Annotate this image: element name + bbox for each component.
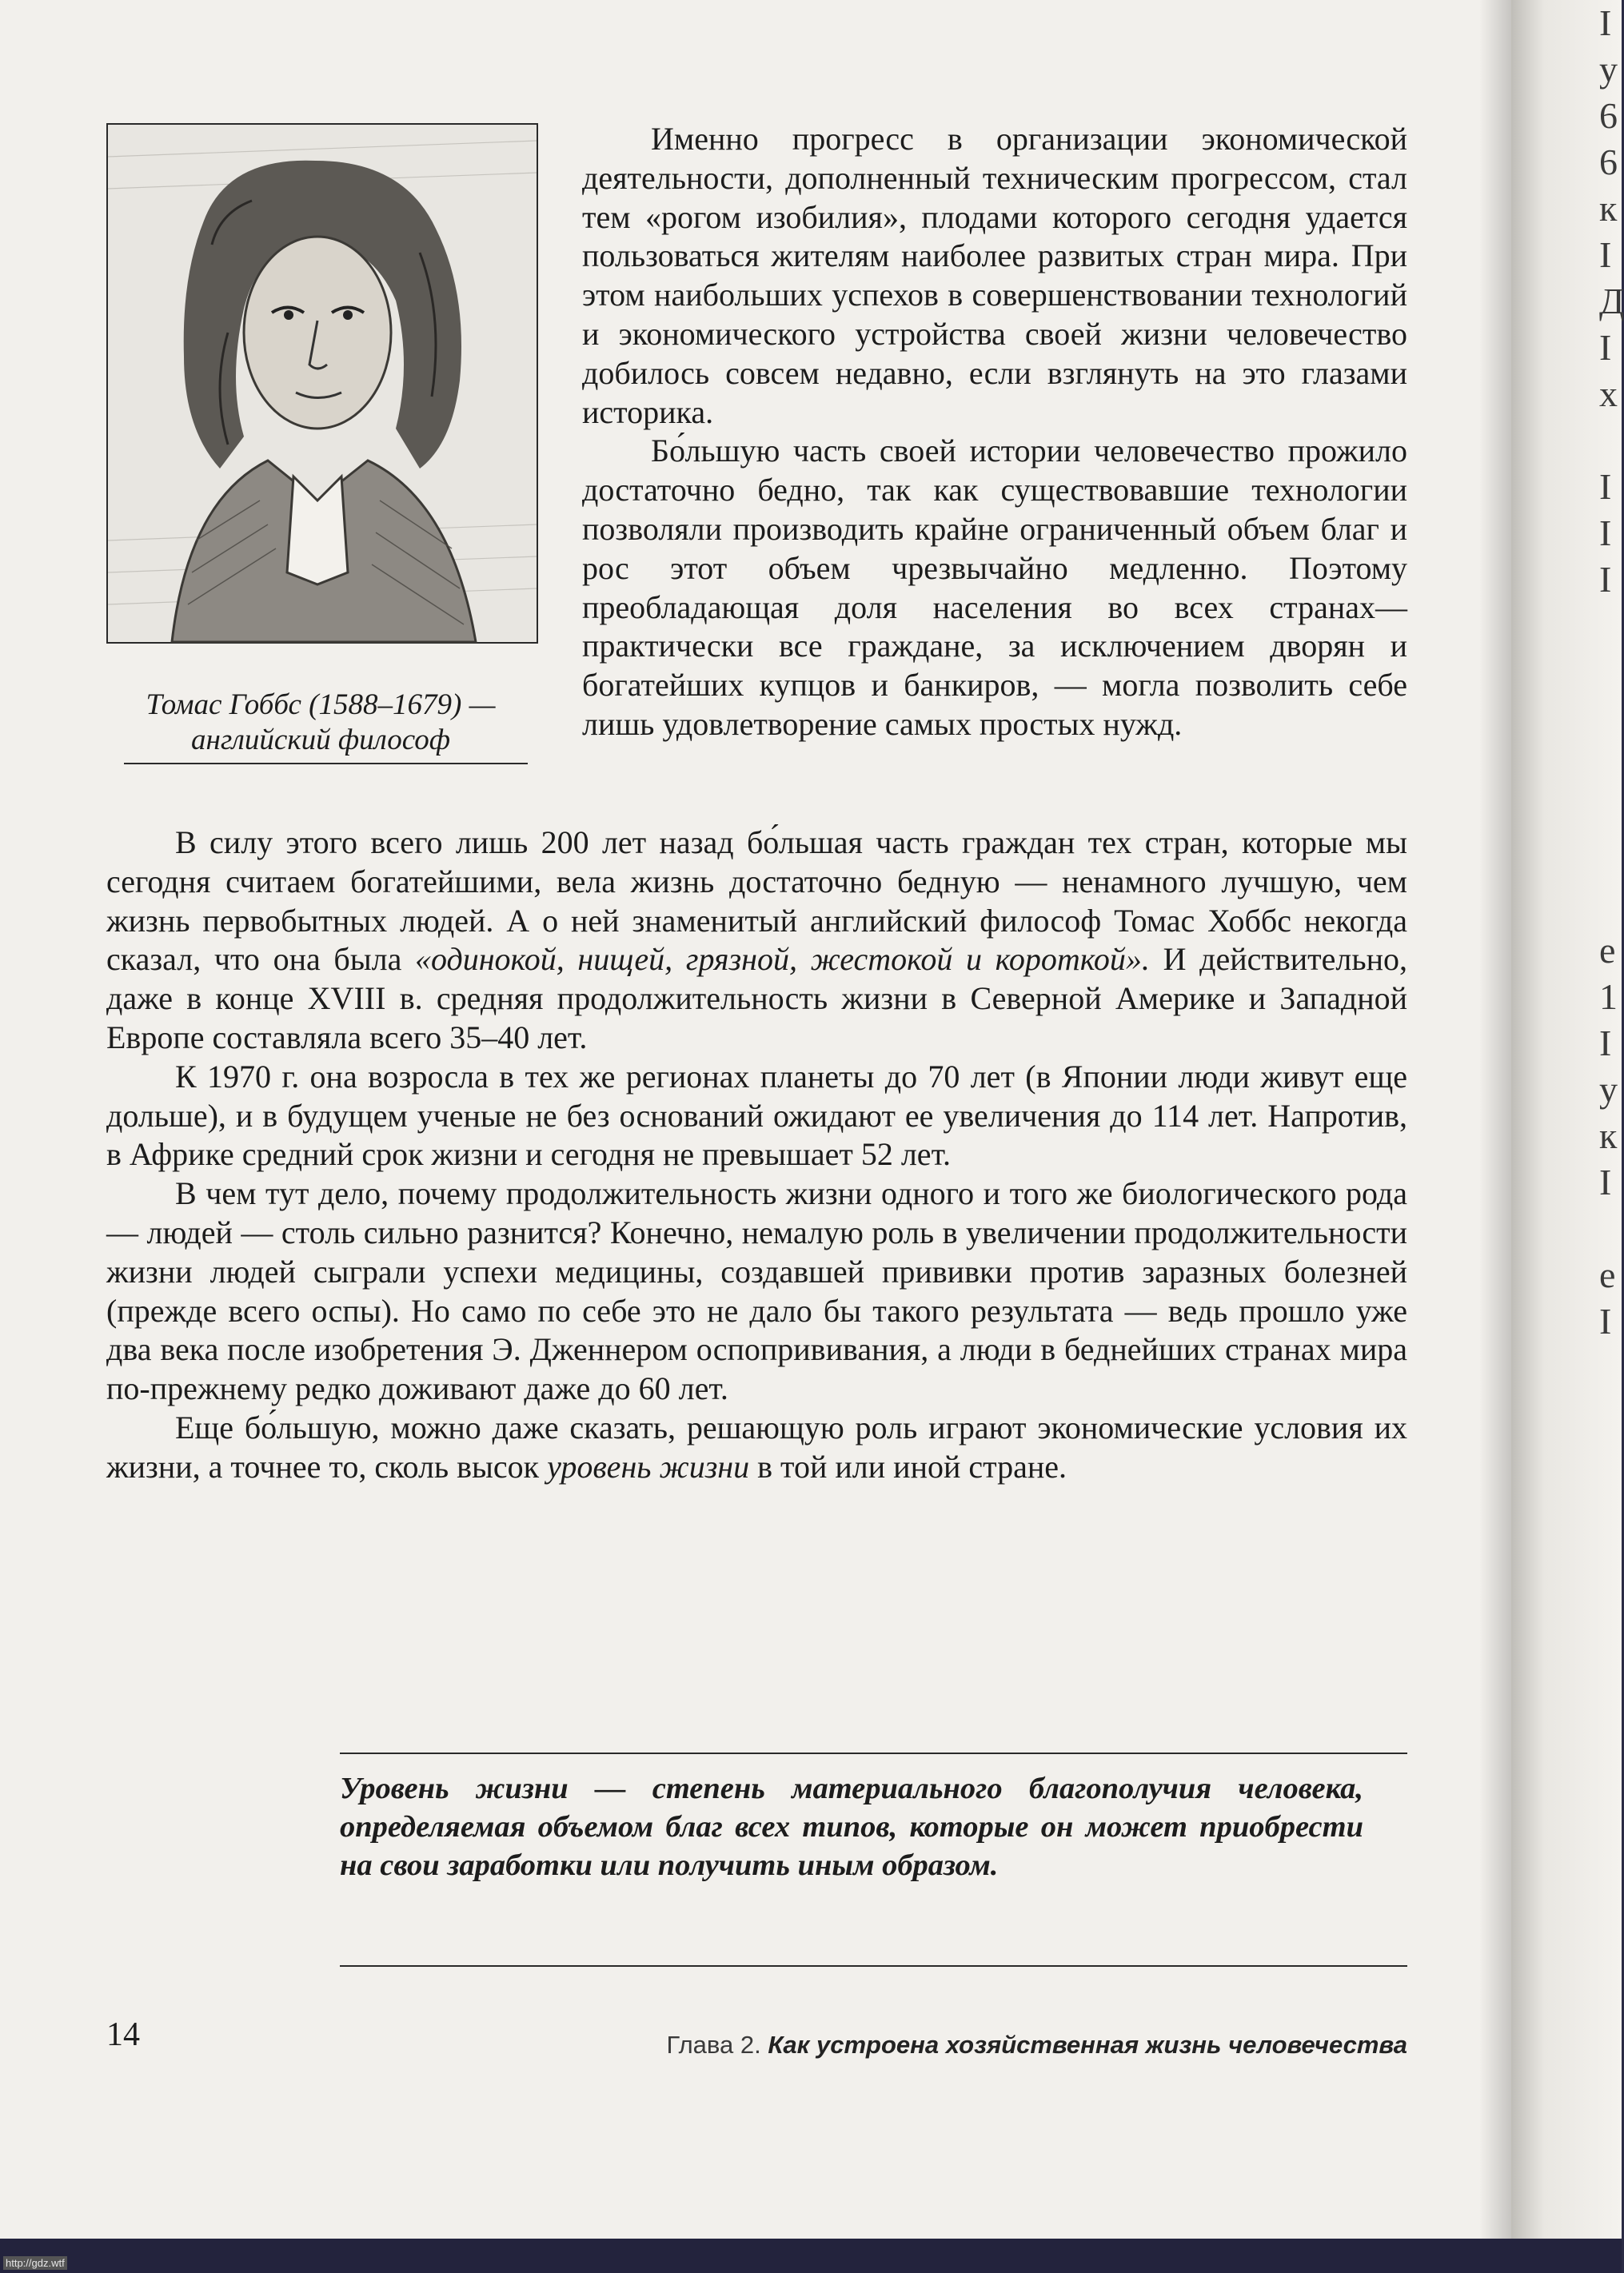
- paragraph-6: [106, 1409, 1407, 1487]
- caption-line-2: английский философ: [190, 724, 451, 756]
- intro-column: [582, 120, 1407, 744]
- paragraph-1: Именно прогресс в организации экономической деятельности, дополненный техническим прогрессом, стал тем «рогом изобилия», плодами которого сегодня удается пользоваться жителям наиболее развитых стран мира. При этом наибольших успехов в совершенствовании технологий и экономического устройства своей жизни человечество добилось совсем недавно, если взглянуть на это глазами историка.: [582, 121, 1407, 430]
- footer-title: Как устроена хозяйственная жизнь человечества: [768, 2031, 1407, 2059]
- watermark: http://gdz.wtf: [3, 2256, 67, 2270]
- paragraph-3-end: И действительно, даже в конце XVIII в. средняя продолжительность жизни в Северной Америке и Западной Европе составляла всего 35–40 лет.: [106, 941, 1407, 1055]
- adjacent-page-text: I у 6 6 к I Д I х I I I е 1 I у к I е I: [1599, 2, 1624, 1342]
- paragraph-6-end: в той или иной стране.: [749, 1448, 1067, 1485]
- caption-underline: [124, 763, 528, 764]
- main-text: [106, 823, 1407, 1487]
- term-standard-of-living: уровень жизни: [547, 1448, 750, 1485]
- adjacent-page-edge: [1511, 0, 1622, 2239]
- portrait-image: [106, 123, 538, 644]
- paragraph-3: [106, 823, 1407, 1058]
- definition-rule-bottom: [340, 1965, 1407, 1967]
- paragraph-2: Бо́льшую часть своей истории человечество прожило достаточно бедно, так как существовавшие технологии позволяли производить крайне ограниченный объем благ и рос этот объем чрезвычайно медленно. Поэтому преобладающая доля населения во всех странах— практически все граждане, за исключением дворян и богатейших купцов и банкиров, — могла позволить себе лишь удовлетворение самых простых нужд.: [582, 433, 1407, 742]
- definition-box: Уровень жизни — степень материального благополучия человека, определяемая объемом благ всех типов, которые он может приобрести на свои заработки или получить иным образом.: [340, 1772, 1363, 1882]
- running-footer: [667, 2031, 1407, 2060]
- hobbes-portrait-illustration: [108, 125, 537, 642]
- footer-chapter: Глава 2.: [666, 2031, 761, 2059]
- paragraph-3-text: В силу этого всего лишь 200 лет назад бо́льшая часть граждан тех стран, которые мы сегодня считаем богатейшими, вела жизнь достаточно бедную — ненамного лучшую, чем жизнь первобытных людей. А о ней знаменитый английский философ Томас Хоббс некогда сказал, что она была: [106, 824, 1407, 978]
- paragraph-5: В чем тут дело, почему продолжительность жизни одного и того же биологического рода — людей — столь сильно разнится? Конечно, немалую роль в увеличении продолжительности жизни людей сыграли успехи медицины, создавшей прививки против заразных болезней (прежде всего оспы). Но само по себе это не дало бы такого результата — ведь прошло уже два века после изобретения Э. Дженнером оспопрививания, а люди в беднейших странах мира по-прежнему редко доживают даже до 60 лет.: [106, 1175, 1407, 1407]
- paragraph-6-text: Еще бо́льшую, можно даже сказать, решающую роль играют экономические условия их жизни, а точнее то, сколь высок: [106, 1409, 1407, 1485]
- definition-rule-top: [340, 1753, 1407, 1754]
- bottom-scan-bar: [0, 2239, 1622, 2273]
- paragraph-4: К 1970 г. она возросла в тех же регионах планеты до 70 лет (в Японии люди живут еще дольше), и в будущем ученые не без оснований ожидают ее увеличения до 114 лет. Напротив, в Африке средний срок жизни и сегодня не превышает 52 лет.: [106, 1058, 1407, 1173]
- hobbes-quote: «одинокой, нищей, грязной, жестокой и короткой».: [415, 941, 1150, 978]
- portrait-caption: [106, 688, 535, 758]
- caption-line-1: Томас Гоббс (1588–1679) —: [146, 688, 496, 721]
- page-number: 14: [106, 2016, 140, 2053]
